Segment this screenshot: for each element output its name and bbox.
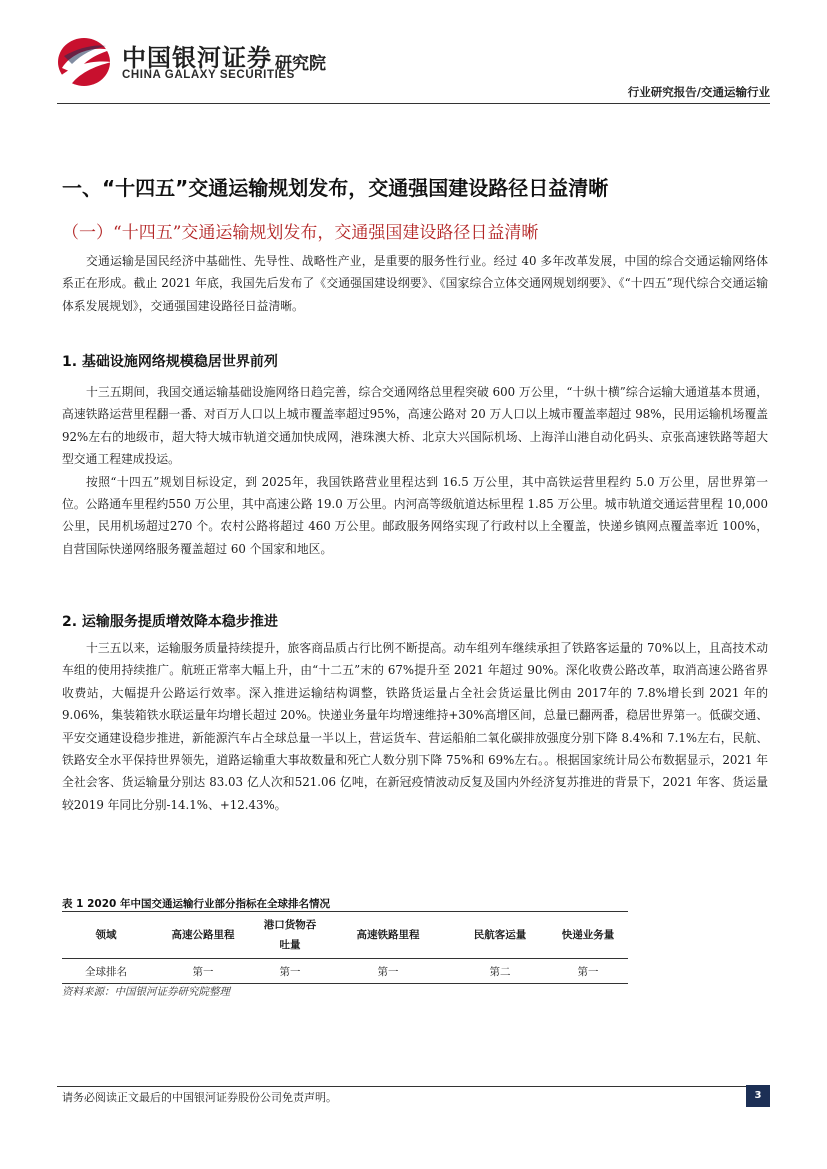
section-title: 一、“十四五”交通运输规划发布，交通强国建设路径日益清晰 — [62, 176, 609, 200]
table-header-cell: 港口货物吞吐量 — [263, 919, 317, 951]
header-divider — [57, 103, 770, 104]
table-row-label: 全球排名 — [62, 959, 150, 984]
disclaimer-note: 请务必阅读正文最后的中国银河证券股份公司免责声明。 — [62, 1091, 337, 1104]
intro-paragraph — [62, 250, 768, 317]
table-header-cell: 领域 — [95, 929, 117, 941]
table-row — [62, 959, 628, 984]
brand-name-en: CHINA GALAXY SECURITIES — [122, 69, 295, 81]
part1-body — [62, 381, 768, 560]
intro-text: 交通运输是国民经济中基础性、先导性、战略性产业，是重要的服务性行业。经过 40 多年改革发展，中国的综合交通运输网络体系正在形成。截止 2021 年底，我国先后发布了《交通强国建设纲要》、《国家综合立体交通网规划纲要》、《“十四五”现代综合交通运输体系发展规划》，交通强国建设路径日益清晰。 — [62, 254, 768, 313]
ranking-table — [62, 912, 628, 984]
part1-paragraph-1: 十三五期间，我国交通运输基础设施网络日趋完善，综合交通网络总里程突破 600 万公里，“十纵十横”综合运输大通道基本贯通，高速铁路运营里程翻一番、对百万人口以上城市覆盖率超过95%，高速公路对 20 万人口以上城市覆盖率超过 98%，民用运输机场覆盖 92%左右的地级市，超大特大城市轨道交通加快成网，港珠澳大桥、北京大兴国际机场、上海洋山港自动化码头、京张高速铁路等超大型交通工程建成投运。 — [62, 385, 768, 467]
subsection-title: （一）“十四五”交通运输规划发布，交通强国建设路径日益清晰 — [62, 223, 539, 243]
table-header-cell: 高速公路里程 — [171, 929, 235, 941]
table-cell: 第一 — [324, 959, 452, 984]
brand-name-cn: 中国银河证券 — [122, 44, 272, 72]
page-number: 3 — [746, 1085, 770, 1107]
report-type: 行业研究报告/交通运输行业 — [627, 85, 770, 99]
table-title: 表 1 2020 年中国交通运输行业部分指标在全球排名情况 — [62, 898, 330, 910]
part2-body — [62, 637, 768, 816]
part1-paragraph-2: 按照“十四五”规划目标设定，到 2025年，我国铁路营业里程达到 16.5 万公里，其中高铁运营里程约 5.0 万公里，居世界第一位。公路通车里程约550 万公里，其中高速公路 19.0 万公里。内河高等级航道达标里程 1.85 万公里。城市轨道交通运营里程 10,000 公里，民用机场超过270 个。农村公路将超过 460 万公里。邮政服务网络实现了行政村以上全覆盖，快递乡镇网点覆盖率近 100%，自营国际快递网络服务覆盖超过 60 个国家和地区。 — [62, 474, 768, 556]
table-header-row — [62, 912, 628, 959]
table-header-cell: 高速铁路里程 — [356, 929, 420, 941]
table-header-cell: 民航客运量 — [473, 929, 527, 941]
table-cell: 第一 — [256, 959, 324, 984]
table-cell: 第一 — [548, 959, 628, 984]
table-cell: 第一 — [150, 959, 256, 984]
footer-divider — [57, 1086, 770, 1087]
table-source: 资料来源：中国银河证券研究院整理 — [62, 986, 230, 998]
part2-paragraph-1: 十三五以来，运输服务质量持续提升，旅客商品质占行比例不断提高。动车组列车继续承担了铁路客运量的 70%以上，且高技术动车组的使用持续推广。航班正常率大幅上升，由“十二五”末的 67%提升至 2021 年超过 90%。深化收费公路改革，取消高速公路省界收费站，大幅提升公路运行效率。深入推进运输结构调整，铁路货运量占全社会货运量比例由 2017年的 7.8%增长到 2021 年的 9.06%，集装箱铁水联运量年均增长超过 20%。快递业务量年均增速维持+30%高增区间，总量已翻两番，稳居世界第一。低碳交通、平安交通建设稳步推进，新能源汽车占全球总量一半以上，营运货车、营运船舶二氧化碳排放强度分别下降 8.4%和 7.1%左右，民航、铁路安全水平保持世界领先，道路运输重大事故数量和死亡人数分别下降 75%和 69%左右。。根据国家统计局公布数据显示，2021 年全社会客、货运输量分别达 83.03 亿人次和521.06 亿吨，在新冠疫情波动反复及国内外经济复苏推进的背景下，2021 年客、货运量较2019 年同比分别-14.1%、+12.43%。 — [62, 641, 768, 812]
part2-heading: 2. 运输服务提质增效降本稳步推进 — [62, 614, 278, 630]
brand-institute: 研究院 — [275, 54, 326, 74]
galaxy-logo-icon — [54, 34, 114, 90]
table-cell: 第二 — [452, 959, 548, 984]
part1-heading: 1. 基础设施网络规模稳居世界前列 — [62, 354, 278, 370]
table-header-cell: 快递业务量 — [561, 929, 615, 941]
